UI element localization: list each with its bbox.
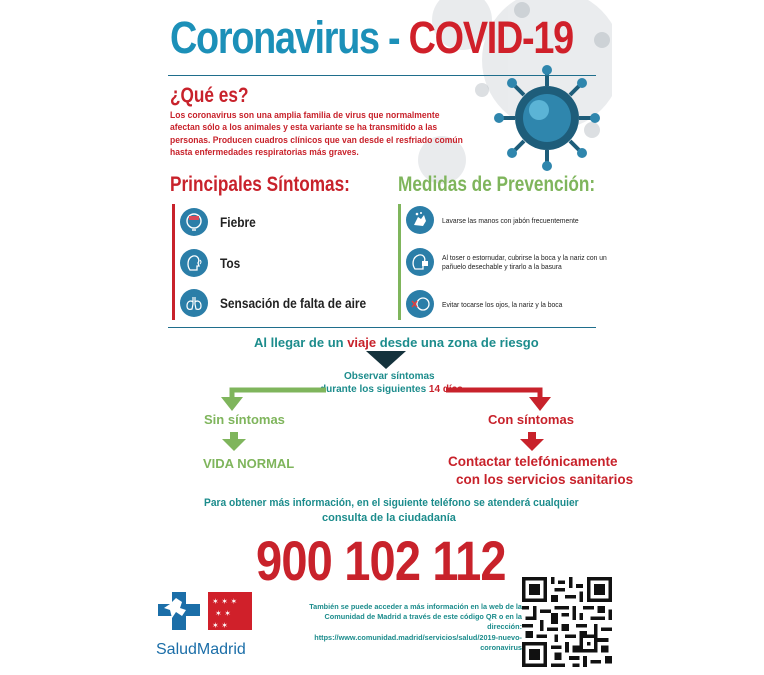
- observe-days: 14 días: [428, 384, 463, 395]
- normal-life-label: VIDA NORMAL: [203, 456, 295, 471]
- info-line1: Para obtener más información, en el siguiente teléfono se atenderá cualquier: [204, 497, 579, 509]
- observe-line1: Observar síntomas: [344, 371, 435, 382]
- cough-icon: [180, 249, 208, 277]
- arrow-left-green-icon: [218, 385, 328, 413]
- prevention-item-sneeze: [406, 248, 632, 276]
- title-divider: [168, 75, 596, 76]
- symptoms-bar: [172, 204, 175, 320]
- contact-line2: con los servicios sanitarios: [456, 472, 634, 487]
- symptom-label: Tos: [220, 255, 241, 271]
- salud-madrid-logo: [156, 590, 256, 640]
- poster: [154, 0, 634, 675]
- travel-pre: Al llegar de un: [254, 335, 344, 350]
- qr-info-body: También se puede acceder a más información en la web de la Comunidad de Madrid a través de este código QR o en la dirección:: [309, 602, 522, 632]
- page-title: [170, 12, 573, 64]
- arrow-down-green-icon: [222, 432, 246, 452]
- observe-line2: [320, 384, 463, 395]
- symptom-label: Sensación de falta de aire: [220, 295, 367, 311]
- prevention-item-face: [406, 290, 632, 318]
- phone-number[interactable]: 900 102 112: [256, 529, 506, 592]
- with-symptoms-label: Con síntomas: [488, 412, 574, 427]
- no-symptoms-label: Sin síntomas: [204, 412, 285, 427]
- arrow-right-red-icon: [444, 385, 554, 413]
- section-divider: [168, 327, 596, 328]
- symptom-label: Fiebre: [220, 214, 256, 230]
- symptoms-heading: Principales Síntomas:: [170, 173, 350, 196]
- fever-icon: [180, 208, 208, 236]
- prevention-label: Evitar tocarse los ojos, la nariz y la boca: [442, 299, 563, 309]
- lungs-icon: [180, 289, 208, 317]
- qr-code[interactable]: [522, 577, 612, 667]
- contact-line1: Contactar telefónicamente: [448, 454, 618, 469]
- arrow-down-red-icon: [520, 432, 544, 452]
- title-coronavirus: Coronavirus: [170, 12, 379, 63]
- prevention-label: Lavarse las manos con jabón frecuentemente: [442, 215, 579, 225]
- qr-info-text: [288, 602, 522, 653]
- symptom-item-fever: [180, 208, 262, 236]
- title-dash: -: [388, 12, 400, 63]
- prevention-item-wash: [406, 206, 632, 234]
- arrow-down-dark-icon: [366, 351, 406, 371]
- svg-text:✶ ✶ ✶: ✶ ✶ ✶: [212, 597, 238, 606]
- travel-line: [254, 335, 539, 350]
- travel-word: viaje: [347, 335, 377, 350]
- prevention-bar: [398, 204, 401, 320]
- hand-wash-icon: [406, 206, 434, 234]
- prevention-label: Al toser o estornudar, cubrirse la boca y la nariz con un pañuelo desechable y tirarlo a la basura: [442, 253, 607, 271]
- travel-post: desde una zona de riesgo: [379, 335, 539, 350]
- svg-text:✶ ✶: ✶ ✶: [212, 621, 228, 630]
- info-line2: consulta de la ciudadanía: [322, 512, 456, 524]
- sneeze-icon: [406, 248, 434, 276]
- title-covid: COVID-19: [408, 12, 573, 63]
- symptom-item-breath: [180, 289, 392, 317]
- no-touch-face-icon: [406, 290, 434, 318]
- svg-text:✶ ✶: ✶ ✶: [215, 609, 231, 618]
- prevention-heading: Medidas de Prevención:: [398, 173, 596, 196]
- que-es-heading: ¿Qué es?: [170, 84, 249, 107]
- que-es-text: Los coronavirus son una amplia familia de virus que normalmente afectan sólo a los animales y esta variante se ha transmitido a las personas. Producen cuadros clínicos que van desde el resfriado común hasta enfermedades respiratorias más graves.: [170, 110, 463, 157]
- qr-info-url[interactable]: https://www.comunidad.madrid/servicios/salud/2019-nuevo-coronavirus: [314, 632, 522, 652]
- symptom-item-cough: [180, 249, 244, 277]
- observe-pre: durante los siguientes: [320, 384, 427, 395]
- logo-text: SaludMadrid: [156, 641, 246, 658]
